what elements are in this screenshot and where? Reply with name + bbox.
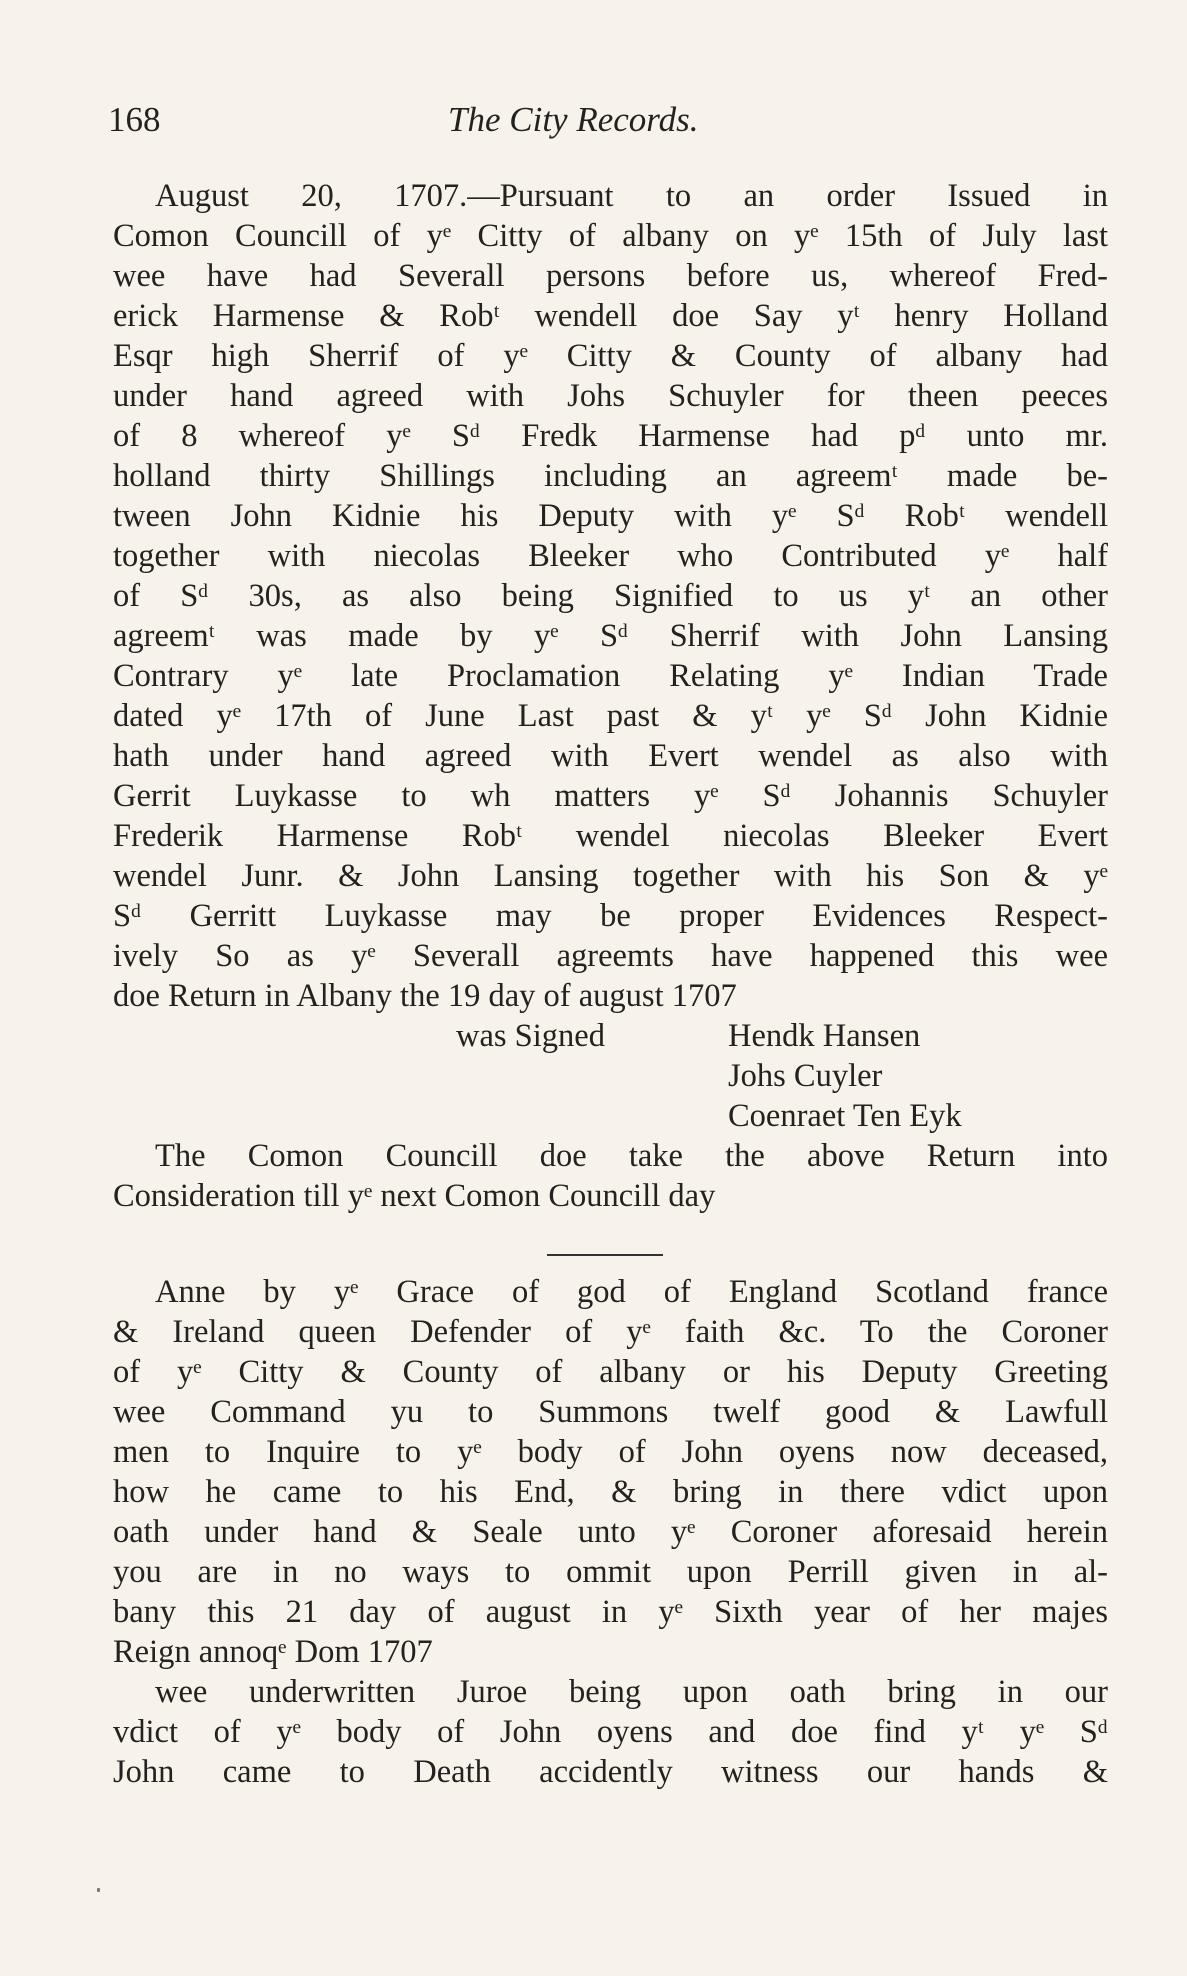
signer-name: Johs Cuyler: [728, 1058, 883, 1094]
record-line: dated yᵉ 17th of June Last past & yᵗ yᵉ Sᵈ John Kidnie: [113, 698, 1108, 734]
record-line: hath under hand agreed with Evert wendel as also with: [113, 738, 1108, 774]
council-line: Consideration till yᵉ next Comon Councill day: [113, 1178, 716, 1214]
verdict-line: wee underwritten Juroe being upon oath bring in our: [155, 1674, 1108, 1710]
record-line: holland thirty Shillings including an agreemᵗ made be-: [113, 458, 1108, 494]
record-line: Sᵈ Gerritt Luykasse may be proper Evidences Respect-: [113, 898, 1108, 934]
record-line: together with niecolas Bleeker who Contributed yᵉ half: [113, 538, 1108, 574]
writ-line: of yᵉ Citty & County of albany or his Deputy Greeting: [113, 1354, 1108, 1390]
writ-line: bany this 21 day of august in yᵉ Sixth year of her majes: [113, 1594, 1108, 1630]
writ-line: wee Command yu to Summons twelf good & Lawfull: [113, 1394, 1108, 1430]
record-line: tween John Kidnie his Deputy with yᵉ Sᵈ Robᵗ wendell: [113, 498, 1108, 534]
record-line: Frederik Harmense Robᵗ wendel niecolas Bleeker Evert: [113, 818, 1108, 854]
page-header: [108, 100, 1118, 150]
page-number: 168: [108, 100, 161, 139]
writ-line: you are in no ways to ommit upon Perrill given in al-: [113, 1554, 1108, 1590]
record-line: Comon Councill of yᵉ Citty of albany on yᵉ 15th of July last: [113, 218, 1108, 254]
record-line: doe Return in Albany the 19 day of august 1707: [113, 978, 737, 1014]
signed-label: was Signed: [456, 1018, 605, 1054]
record-line: of 8 whereof yᵉ Sᵈ Fredk Harmense had pᵈ unto mr.: [113, 418, 1108, 454]
writ-line: & Ireland queen Defender of yᵉ faith &c. To the Coroner: [113, 1314, 1108, 1350]
record-line: Contrary yᵉ late Proclamation Relating yᵉ Indian Trade: [113, 658, 1108, 694]
writ-line: men to Inquire to yᵉ body of John oyens now deceased,: [113, 1434, 1108, 1470]
council-line: The Comon Councill doe take the above Return into: [155, 1138, 1108, 1174]
writ-line: oath under hand & Seale unto yᵉ Coroner aforesaid herein: [113, 1514, 1108, 1550]
record-line: erick Harmense & Robᵗ wendell doe Say yᵗ henry Holland: [113, 298, 1108, 334]
record-line: August 20, 1707.—Pursuant to an order Issued in: [155, 178, 1108, 214]
section-divider: [547, 1254, 663, 1256]
record-line: wee have had Severall persons before us, whereof Fred-: [113, 258, 1108, 294]
writ-line: Reign annoqᵉ Dom 1707: [113, 1634, 433, 1670]
signer-name: Coenraet Ten Eyk: [728, 1098, 962, 1134]
record-line: wendel Junr. & John Lansing together with his Son & yᵉ: [113, 858, 1108, 894]
record-line: agreemᵗ was made by yᵉ Sᵈ Sherrif with John Lansing: [113, 618, 1108, 654]
writ-line: how he came to his End, & bring in there vdict upon: [113, 1474, 1108, 1510]
record-line: ively So as yᵉ Severall agreemts have happened this wee: [113, 938, 1108, 974]
verdict-line: vdict of yᵉ body of John oyens and doe find yᵗ yᵉ Sᵈ: [113, 1714, 1108, 1750]
paper-speck: [97, 1888, 100, 1892]
running-title: The City Records.: [448, 100, 699, 139]
verdict-line: John came to Death accidently witness our hands &: [113, 1754, 1108, 1790]
record-line: under hand agreed with Johs Schuyler for theen peeces: [113, 378, 1108, 414]
signer-name: Hendk Hansen: [728, 1018, 921, 1054]
record-line: Esqr high Sherrif of yᵉ Citty & County of albany had: [113, 338, 1108, 374]
record-line: of Sᵈ 30s, as also being Signified to us yᵗ an other: [113, 578, 1108, 614]
writ-line: Anne by yᵉ Grace of god of England Scotland france: [155, 1274, 1108, 1310]
record-line: Gerrit Luykasse to wh matters yᵉ Sᵈ Johannis Schuyler: [113, 778, 1108, 814]
